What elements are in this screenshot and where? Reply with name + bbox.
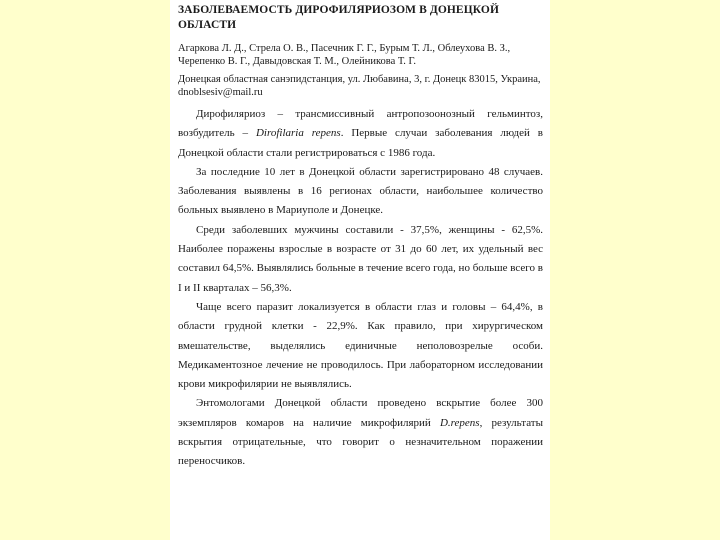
document-page xyxy=(170,0,550,540)
paragraph-text: , результаты вскрытия отрицательные, что говорит о незначительном поражении переносчиков. xyxy=(178,416,543,468)
paragraph-cases xyxy=(178,163,543,221)
paragraph-localization xyxy=(178,298,543,394)
paragraph-text: Дирофиляриоз – трансмиссивный антропозоонозный гельминтоз, возбудитель – xyxy=(178,108,543,140)
pathogen-name: D.repens xyxy=(439,416,480,429)
paragraph-text: Чаще всего паразит локализуется в области глаз и головы – 64,4%, в области грудной клетки - 22,9%. Как правило, при хирургическом вмешательстве, выделялись единичные неполовозрелые особи. Медикаментозное лечение не проводилось. При лабораторном исследовании крови микрофилярии не выявлялись. xyxy=(178,300,543,391)
paragraph-text: Энтомологами Донецкой области проведено вскрытие более 300 экземпляров комаров на наличие микрофилярий xyxy=(178,397,543,429)
pathogen-name: Dirofilaria repens xyxy=(255,127,341,140)
paragraph-intro xyxy=(178,105,543,163)
paragraph-entomology xyxy=(178,394,543,471)
paragraph-text: . Первые случаи заболевания людей в Донецкой области стали регистрироваться с 1986 года. xyxy=(178,127,543,159)
author-list: Агаркова Л. Д., Стрела О. В., Пасечник Г. Г., Бурым Т. Л., Облеухова В. З., Черепенко В. Г., Давыдовская Т. М., Олейникова Т. Г. xyxy=(178,43,511,67)
paragraph-text: За последние 10 лет в Донецкой области зарегистрировано 48 случаев. Заболевания выявлены в 16 регионах области, наибольшее количество больных выявлено в Мариуполе и Донецке. xyxy=(178,165,543,217)
paragraph-text: Среди заболевших мужчины составили - 37,5%, женщины - 62,5%. Наиболее поражены взрослые в возрасте от 31 до 60 лет, их удельный вес составил 64,5%. Выявлялись больные в течение всего года, но больше всего в I и II кварталах – 56,3%. xyxy=(178,223,543,294)
paragraph-demographics xyxy=(178,221,543,298)
affiliation: Донецкая областная санэпидстанция, ул. Любавина, 3, г. Донецк 83015, Украина, dnoblsesiv@mail.ru xyxy=(178,74,541,98)
article-title: ЗАБОЛЕВАЕМОСТЬ ДИРОФИЛЯРИОЗОМ В ДОНЕЦКОЙ ОБЛАСТИ xyxy=(178,4,499,31)
